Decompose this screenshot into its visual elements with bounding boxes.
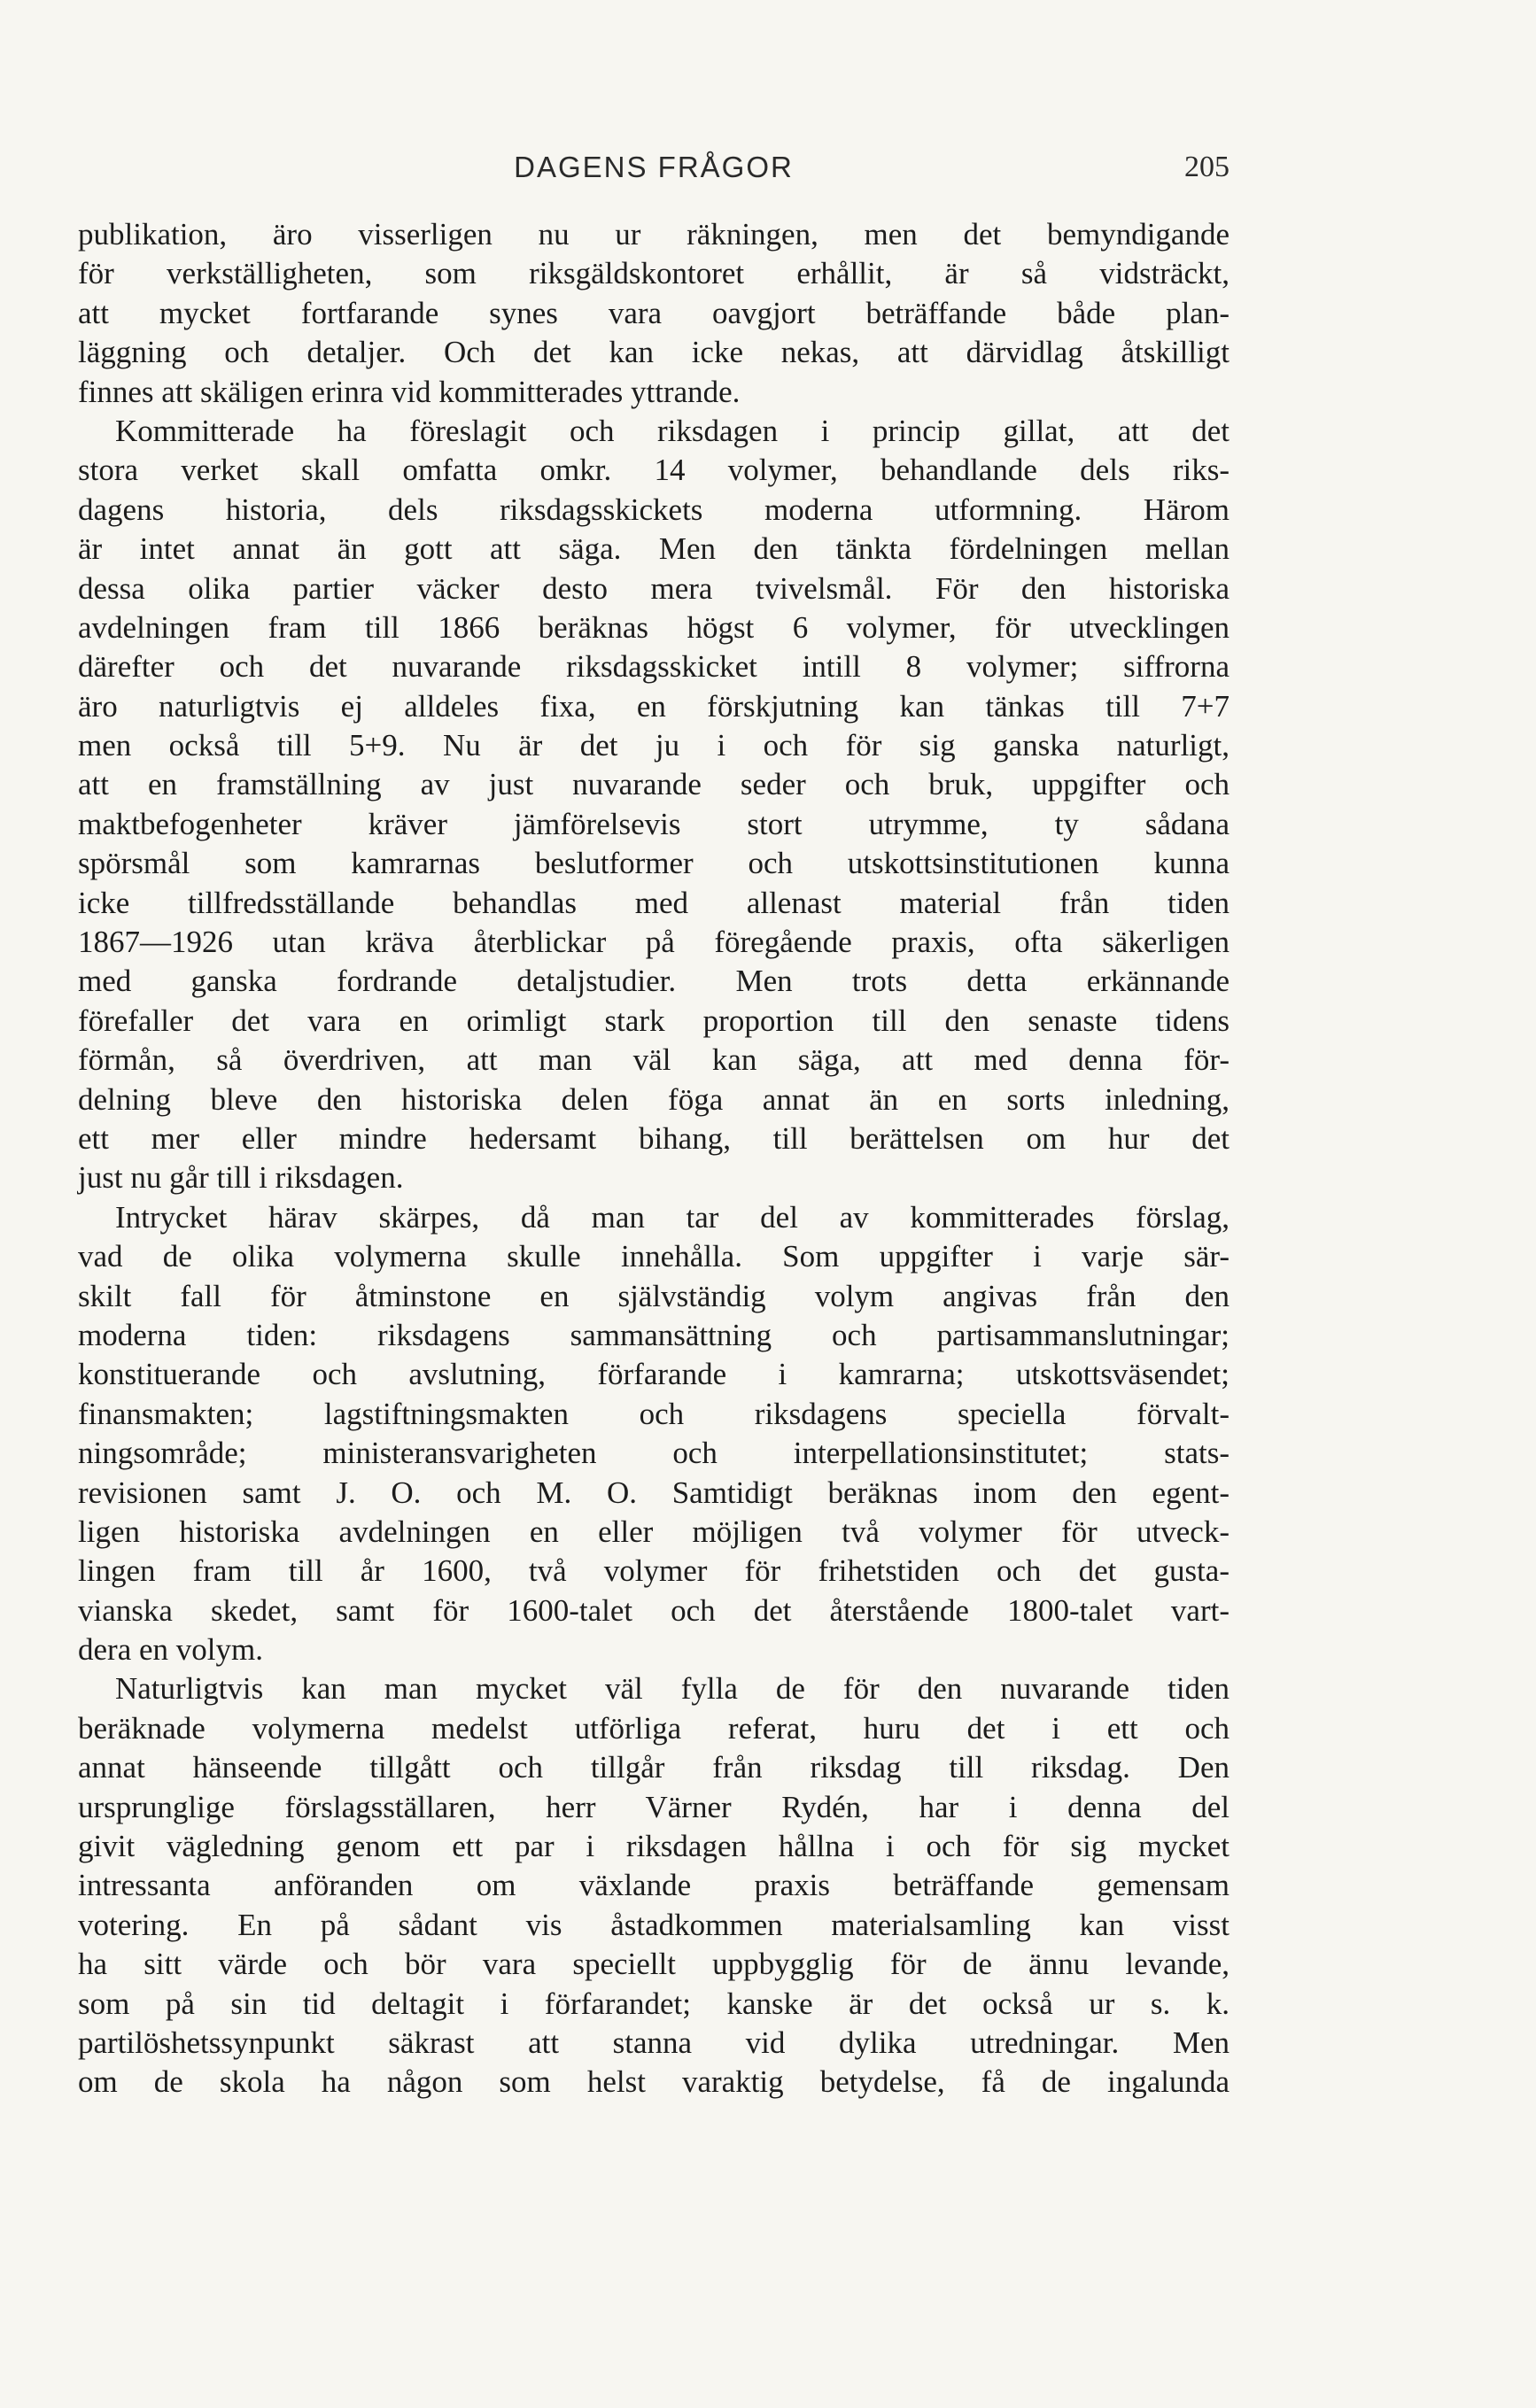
text-line: delning bleve den historiska delen föga annat än en sorts inledning, [78, 1081, 1230, 1117]
text-line: Naturligtvis kan man mycket väl fylla de för den nuvarande tiden [115, 1671, 1230, 1707]
text-line: beräknade volymerna medelst utförliga referat, huru det i ett och [78, 1710, 1230, 1746]
text-line: vianska skedet, samt för 1600-talet och det återstående 1800-talet vart- [78, 1592, 1230, 1628]
text-line: finansmakten; lagstiftningsmakten och riksdagens speciella förvalt- [78, 1396, 1230, 1431]
text-line: dagens historia, dels riksdagsskickets moderna utformning. Härom [78, 492, 1230, 527]
text-line: partilöshetssynpunkt säkrast att stanna vid dylika utredningar. Men [78, 2025, 1230, 2060]
text-line: votering. En på sådant vis åstadkommen materialsamling kan visst [78, 1907, 1230, 1942]
text-line: icke tillfredsställande behandlas med allenast material från tiden [78, 885, 1230, 920]
text-line: intressanta anföranden om växlande praxis beträffande gemensam [78, 1868, 1230, 1903]
text-line: men också till 5+9. Nu är det ju i och för sig ganska naturligt, [78, 728, 1230, 763]
text-line: ha sitt värde och bör vara speciellt uppbygglig för de ännu levande, [78, 1947, 1230, 1982]
paragraph-2 [78, 412, 1230, 1198]
text-line: förmån, så överdriven, att man väl kan säga, att med denna för- [78, 1042, 1230, 1078]
text-line: moderna tiden: riksdagens sammansättning och partisammanslutningar; [78, 1317, 1230, 1352]
text-line: äro naturligtvis ej alldeles fixa, en förskjutning kan tänkas till 7+7 [78, 688, 1230, 724]
text-line: stora verket skall omfatta omkr. 14 volymer, behandlande dels riks- [78, 453, 1230, 488]
text-line: avdelningen fram till 1866 beräknas högst 6 volymer, för utvecklingen [78, 609, 1230, 645]
text-line: med ganska fordrande detaljstudier. Men trots detta erkännande [78, 964, 1230, 999]
page-number: 205 [1184, 151, 1230, 183]
text-line: just nu går till i riksdagen. [78, 1160, 404, 1196]
text-line: vad de olika volymerna skulle innehålla. Som uppgifter i varje sär- [78, 1239, 1230, 1274]
text-line: som på sin tid deltagit i förfarandet; kanske är det också ur s. k. [78, 1986, 1230, 2021]
paragraph-1 [78, 215, 1230, 412]
text-line: dera en volym. [78, 1632, 263, 1668]
text-line: maktbefogenheter kräver jämförelsevis stort utrymme, ty sådana [78, 806, 1230, 841]
running-head [78, 151, 1230, 195]
paragraph-4 [78, 1669, 1230, 2102]
text-line: revisionen samt J. O. och M. O. Samtidigt beräknas inom den egent- [78, 1475, 1230, 1510]
text-line: för verkställigheten, som riksgäldskontoret erhållit, är så vidsträckt, [78, 256, 1230, 291]
text-line: att mycket fortfarande synes vara oavgjort beträffande både plan- [78, 295, 1230, 330]
text-line: därefter och det nuvarande riksdagsskicket intill 8 volymer; siffrorna [78, 649, 1230, 685]
running-title: DAGENS FRÅGOR [514, 151, 794, 183]
text-line: konstituerande och avslutning, förfarande i kamrarna; utskottsväsendet; [78, 1357, 1230, 1392]
text-line: läggning och detaljer. Och det kan icke nekas, att därvidlag åtskilligt [78, 335, 1230, 370]
text-line: finnes att skäligen erinra vid kommitterades yttrande. [78, 374, 741, 409]
text-line: om de skola ha någon som helst varaktig betydelse, få de ingalunda [78, 2064, 1230, 2100]
text-line: förefaller det vara en orimligt stark proportion till den senaste tidens [78, 1003, 1230, 1038]
text-line: ligen historiska avdelningen en eller möjligen två volymer för utveck- [78, 1514, 1230, 1549]
text-line: publikation, äro visserligen nu ur räkningen, men det bemyndigande [78, 217, 1230, 252]
text-line: dessa olika partier väcker desto mera tvivelsmål. För den historiska [78, 570, 1230, 606]
text-line: skilt fall för åtminstone en självständig volym angivas från den [78, 1278, 1230, 1313]
text-line: ett mer eller mindre hedersamt bihang, till berättelsen om hur det [78, 1120, 1230, 1156]
text-line: givit vägledning genom ett par i riksdagen hållna i och för sig mycket [78, 1829, 1230, 1864]
text-line: lingen fram till år 1600, två volymer för frihetstiden och det gusta- [78, 1553, 1230, 1589]
text-line: ursprunglige förslagsställaren, herr Värner Rydén, har i denna del [78, 1789, 1230, 1824]
body-text [78, 215, 1230, 2102]
text-line: 1867—1926 utan kräva återblickar på föregående praxis, ofta säkerligen [78, 925, 1230, 960]
text-line: att en framställning av just nuvarande seder och bruk, uppgifter och [78, 767, 1230, 802]
text-line: är intet annat än gott att säga. Men den tänkta fördelningen mellan [78, 531, 1230, 567]
text-line: Kommitterade ha föreslagit och riksdagen i princip gillat, att det [115, 413, 1230, 448]
text-line: annat hänseende tillgått och tillgår från riksdag till riksdag. Den [78, 1750, 1230, 1785]
text-line: spörsmål som kamrarnas beslutformer och utskottsinstitutionen kunna [78, 846, 1230, 881]
text-line: Intrycket härav skärpes, då man tar del av kommitterades förslag, [115, 1199, 1230, 1235]
text-line: ningsområde; ministeransvarigheten och interpellationsinstitutet; stats- [78, 1436, 1230, 1471]
paragraph-3 [78, 1198, 1230, 1670]
